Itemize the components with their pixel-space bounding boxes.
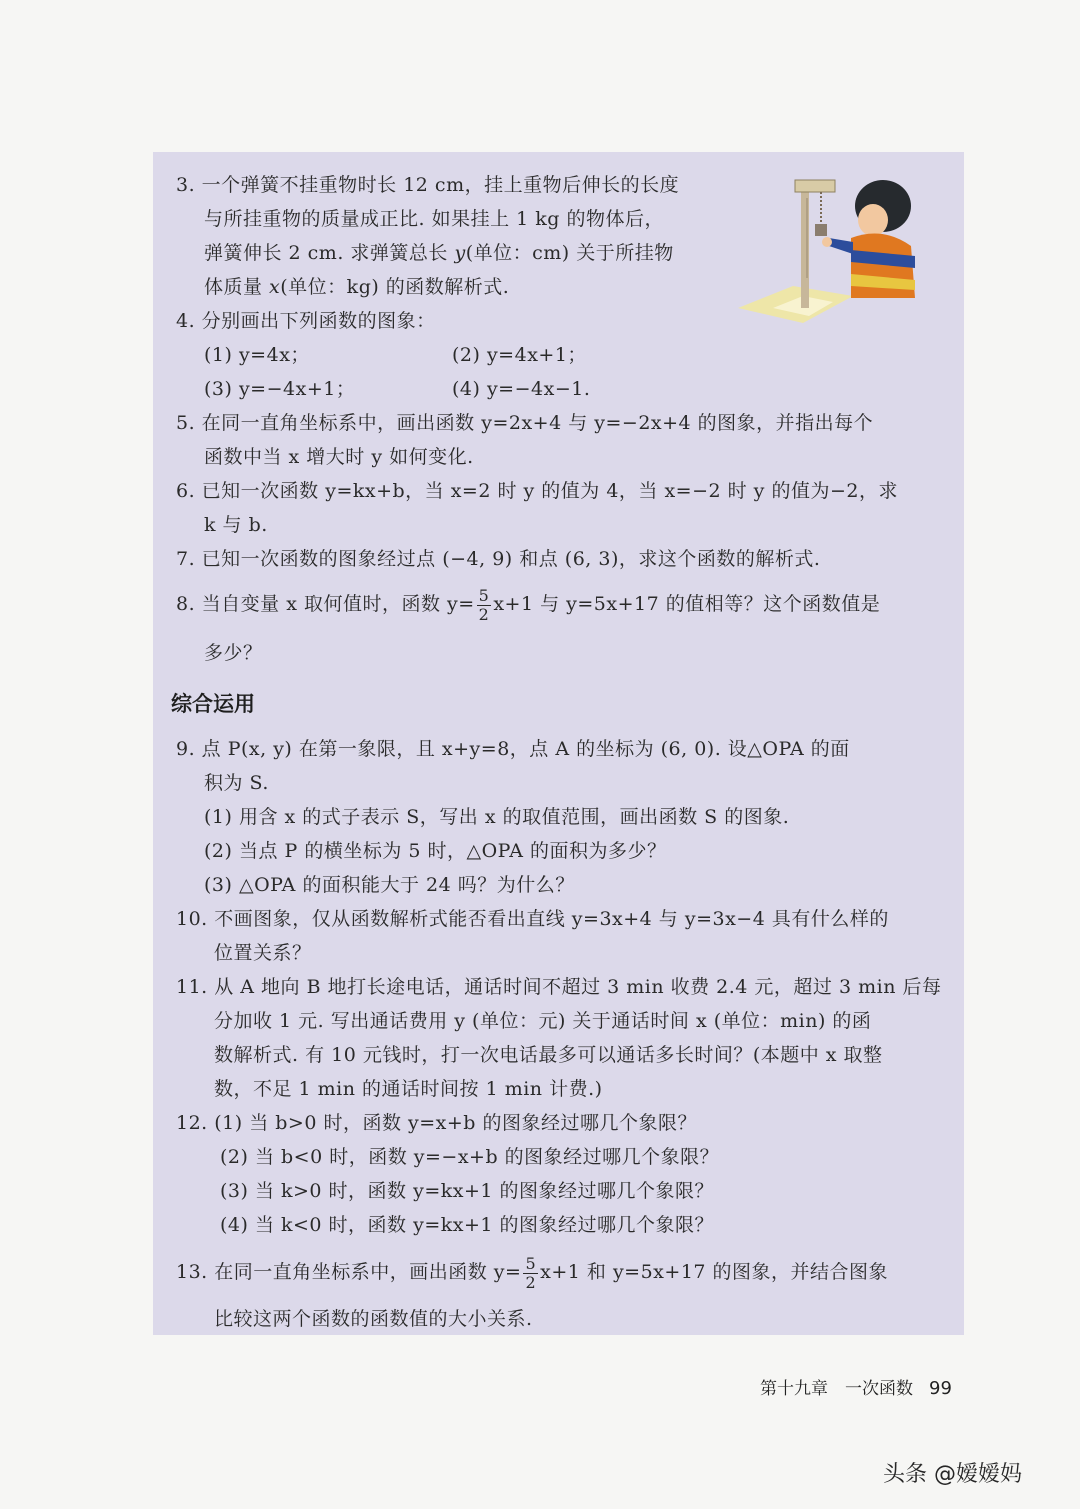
problem-4-part-4: (4) y=−4x−1.: [452, 378, 591, 400]
problem-11-line-2: 分加收 1 元. 写出通话费用 y (单位：元) 关于通话时间 x (单位：min) 的函: [214, 1010, 872, 1032]
page-footer: [760, 1374, 952, 1399]
problem-4-head: 4. 分别画出下列函数的图象：: [176, 310, 436, 332]
problem-3-line-3: 弹簧伸长 2 cm. 求弹簧总长 y(单位：cm) 关于所挂物: [204, 242, 674, 264]
problem-4-part-2: (2) y=4x+1；: [452, 344, 587, 366]
fraction-five-halves: $\frac{5}{2}$: [478, 585, 490, 624]
problem-10-line-1: 10. 不画图象，仅从函数解析式能否看出直线 y=3x+4 与 y=3x−4 具有什么样的: [176, 908, 889, 930]
problem-9-part-1: (1) 用含 x 的式子表示 S，写出 x 的取值范围，画出函数 S 的图象.: [204, 806, 790, 828]
problem-9-part-2: (2) 当点 P 的横坐标为 5 时，△OPA 的面积为多少？: [204, 840, 667, 862]
chapter-title: 第十九章 一次函数: [760, 1379, 913, 1399]
problem-9-line-1: 9. 点 P(x, y) 在第一象限，且 x+y=8，点 A 的坐标为 (6, 0). 设△OPA 的面: [176, 738, 850, 760]
problem-8-line-1: 8. 当自变量 x 取何值时，函数 y= $\frac{5}{2}$ x+1 与 y=5x+17 的值相等？这个函数值是: [176, 585, 881, 624]
problem-6-line-2: k 与 b.: [204, 514, 268, 536]
problem-12-part-4: (4) 当 k<0 时，函数 y=kx+1 的图象经过哪几个象限？: [220, 1214, 715, 1236]
problem-11-line-1: 11. 从 A 地向 B 地打长途电话，通话时间不超过 3 min 收费 2.4 元，超过 3 min 后每: [176, 976, 942, 998]
problem-6-line-1: 6. 已知一次函数 y=kx+b，当 x=2 时 y 的值为 4，当 x=−2 时 y 的值为−2，求: [176, 480, 898, 502]
problem-3-line-1: 3. 一个弹簧不挂重物时长 12 cm，挂上重物后伸长的长度: [176, 174, 680, 196]
problem-4-part-3: (3) y=−4x+1；: [204, 378, 356, 400]
page-number: 99: [929, 1378, 952, 1399]
spring-experiment-illustration: [733, 168, 918, 328]
problem-12-part-2: (2) 当 b<0 时，函数 y=−x+b 的图象经过哪几个象限？: [220, 1146, 720, 1168]
problem-11-line-3: 数解析式. 有 10 元钱时，打一次电话最多可以通话多长时间？(本题中 x 取整: [214, 1044, 883, 1066]
section-title: 综合运用: [171, 692, 255, 716]
problem-9-part-3: (3) △OPA 的面积能大于 24 吗？为什么？: [204, 874, 575, 896]
problem-3-line-4: 体质量 x(单位：kg) 的函数解析式.: [204, 276, 510, 298]
problem-9-line-2: 积为 S.: [204, 772, 269, 794]
problem-7: 7. 已知一次函数的图象经过点 (−4, 9) 和点 (6, 3)，求这个函数的解析式.: [176, 548, 821, 570]
problem-5-line-2: 函数中当 x 增大时 y 如何变化.: [204, 446, 474, 468]
problem-12-part-3: (3) 当 k>0 时，函数 y=kx+1 的图象经过哪几个象限？: [220, 1180, 715, 1202]
problem-12-part-1: 12. (1) 当 b>0 时，函数 y=x+b 的图象经过哪几个象限？: [176, 1112, 697, 1134]
problem-8-line-2: 多少？: [204, 642, 263, 664]
problem-10-line-2: 位置关系？: [214, 942, 312, 964]
problem-13-line-1: 13. 在同一直角坐标系中，画出函数 y= $\frac{5}{2}$ x+1 和 y=5x+17 的图象，并结合图象: [176, 1253, 889, 1292]
fraction-five-halves: $\frac{5}{2}$: [525, 1253, 537, 1292]
problem-3-line-2: 与所挂重物的质量成正比. 如果挂上 1 kg 的物体后，: [204, 208, 664, 230]
problem-5-line-1: 5. 在同一直角坐标系中，画出函数 y=2x+4 与 y=−2x+4 的图象，并指出每个: [176, 412, 874, 434]
problem-13-line-2: 比较这两个函数的函数值的大小关系.: [214, 1308, 533, 1330]
watermark: 头条 @嫒嫒妈: [883, 1462, 1022, 1487]
problem-11-line-4: 数，不足 1 min 的通话时间按 1 min 计费.): [214, 1078, 603, 1100]
problem-4-part-1: (1) y=4x；: [204, 344, 310, 366]
